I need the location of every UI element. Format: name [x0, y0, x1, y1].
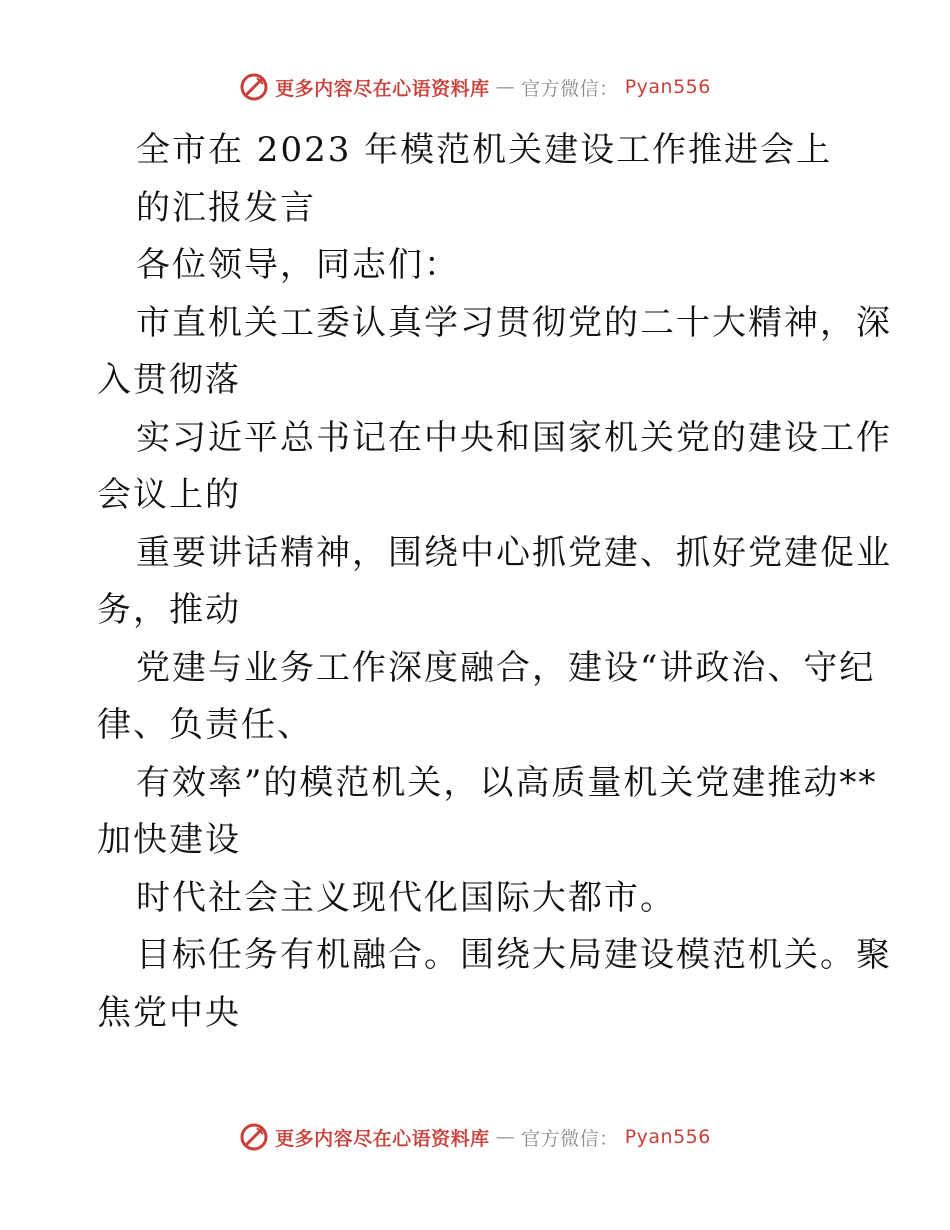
watermark-header	[0, 72, 950, 102]
watermark-official-label: 官方微信：	[521, 1127, 619, 1150]
text-line: 市直机关工委认真学习贯彻党的二十大精神，深	[136, 302, 892, 343]
watermark-brand: 更多内容尽在心语资料库	[275, 77, 490, 100]
watermark-wechat-id: Pyan556	[624, 76, 711, 98]
brand-logo-icon	[239, 1122, 269, 1152]
watermark-separator: —	[495, 76, 516, 98]
document-body	[97, 122, 892, 1042]
text-line: 有效率”的模范机关，以高质量机关党建推动**	[136, 762, 878, 803]
text-line: 实习近平总书记在中央和国家机关党的建设工作	[136, 417, 892, 458]
text-line: 的汇报发言	[136, 187, 316, 228]
watermark-wechat-id: Pyan556	[624, 1126, 711, 1148]
watermark-footer	[0, 1122, 950, 1152]
text-line: 目标任务有机融合。围绕大局建设模范机关。聚	[136, 935, 892, 975]
text-line: 全市在 2023 年模范机关建设工作推进会上	[136, 130, 833, 170]
text-line: 会议上的	[97, 475, 241, 515]
text-line: 焦党中央	[97, 992, 241, 1033]
watermark-brand: 更多内容尽在心语资料库	[275, 1127, 490, 1150]
text-line: 加快建设	[97, 820, 241, 860]
text-line: 入贯彻落	[97, 360, 241, 400]
text-line: 时代社会主义现代化国际大都市。	[136, 877, 676, 918]
text-line: 重要讲话精神，围绕中心抓党建、抓好党建促业	[136, 532, 892, 573]
text-line: 党建与业务工作深度融合，建设“讲政治、守纪	[136, 647, 876, 688]
text-line: 律、负责任、	[97, 705, 313, 745]
text-line: 各位领导，同志们：	[136, 245, 460, 285]
watermark-official-label: 官方微信：	[521, 77, 619, 100]
brand-logo-icon	[239, 72, 269, 102]
watermark-separator: —	[495, 1126, 516, 1148]
text-line: 务，推动	[97, 590, 241, 630]
